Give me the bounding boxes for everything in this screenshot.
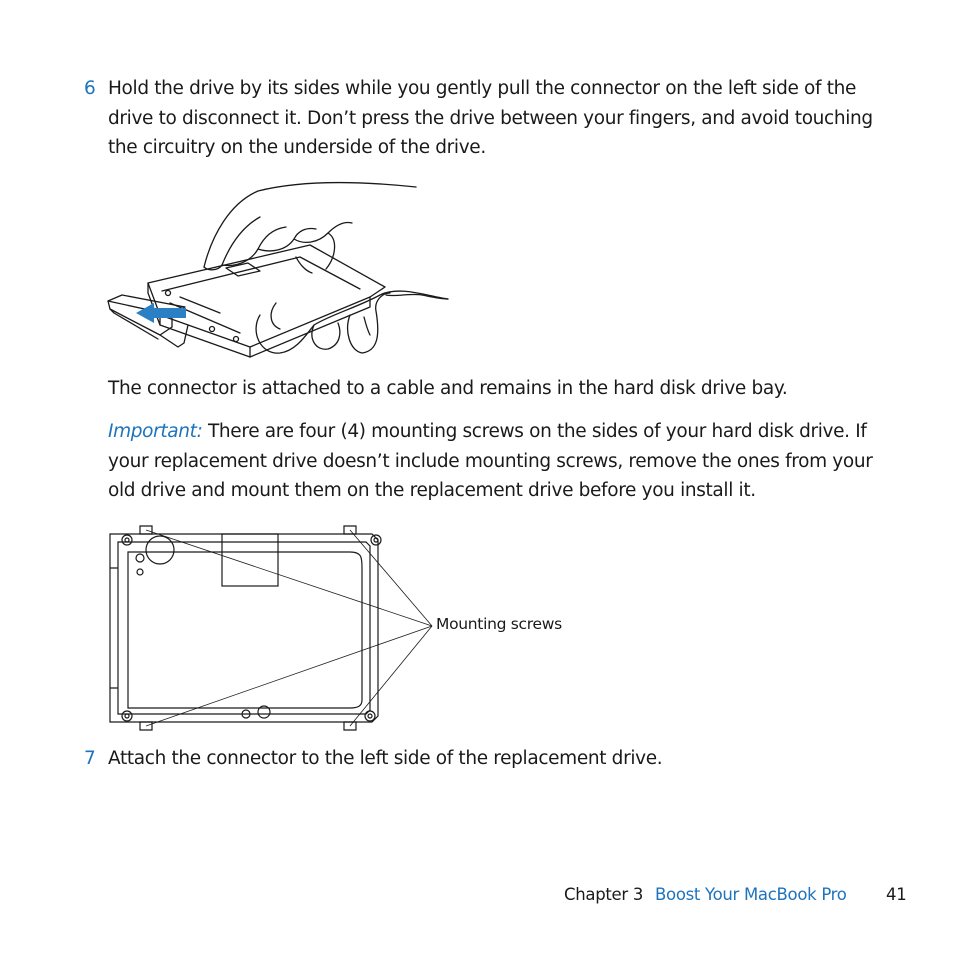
step-7 bbox=[84, 744, 874, 774]
important-label: Important: bbox=[108, 421, 203, 442]
hand-icon bbox=[204, 183, 448, 353]
hard-drive-top-icon bbox=[110, 534, 378, 722]
mounting-screws-callout: Mounting screws bbox=[436, 615, 562, 633]
disconnect-drive-illustration bbox=[100, 175, 460, 365]
step-number: 6 bbox=[84, 78, 96, 99]
connector-note: The connector is attached to a cable and remains in the hard disk drive bay. bbox=[108, 378, 788, 399]
important-text: There are four (4) mounting screws on the sides of your hard disk drive. If your replacement drive doesn’t include mounting screws, remove the ones from your old drive and mount them on the replacement drive before you install it. bbox=[108, 421, 873, 501]
footer-chapter: Chapter 3 bbox=[564, 885, 644, 904]
step-6 bbox=[84, 74, 874, 163]
important-note bbox=[108, 417, 888, 506]
footer-chapter-title: Boost Your MacBook Pro bbox=[655, 885, 847, 904]
step-number: 7 bbox=[84, 748, 96, 769]
step-text: Attach the connector to the left side of the replacement drive. bbox=[108, 748, 663, 769]
step-text: Hold the drive by its sides while you gently pull the connector on the left side of the drive to disconnect it. Don’t press the drive between your fingers, and avoid touching the circuitry on the underside of the drive. bbox=[108, 78, 873, 158]
page-number: 41 bbox=[886, 885, 907, 904]
callout-lines bbox=[146, 530, 432, 726]
mounting-screws-illustration bbox=[100, 518, 440, 734]
